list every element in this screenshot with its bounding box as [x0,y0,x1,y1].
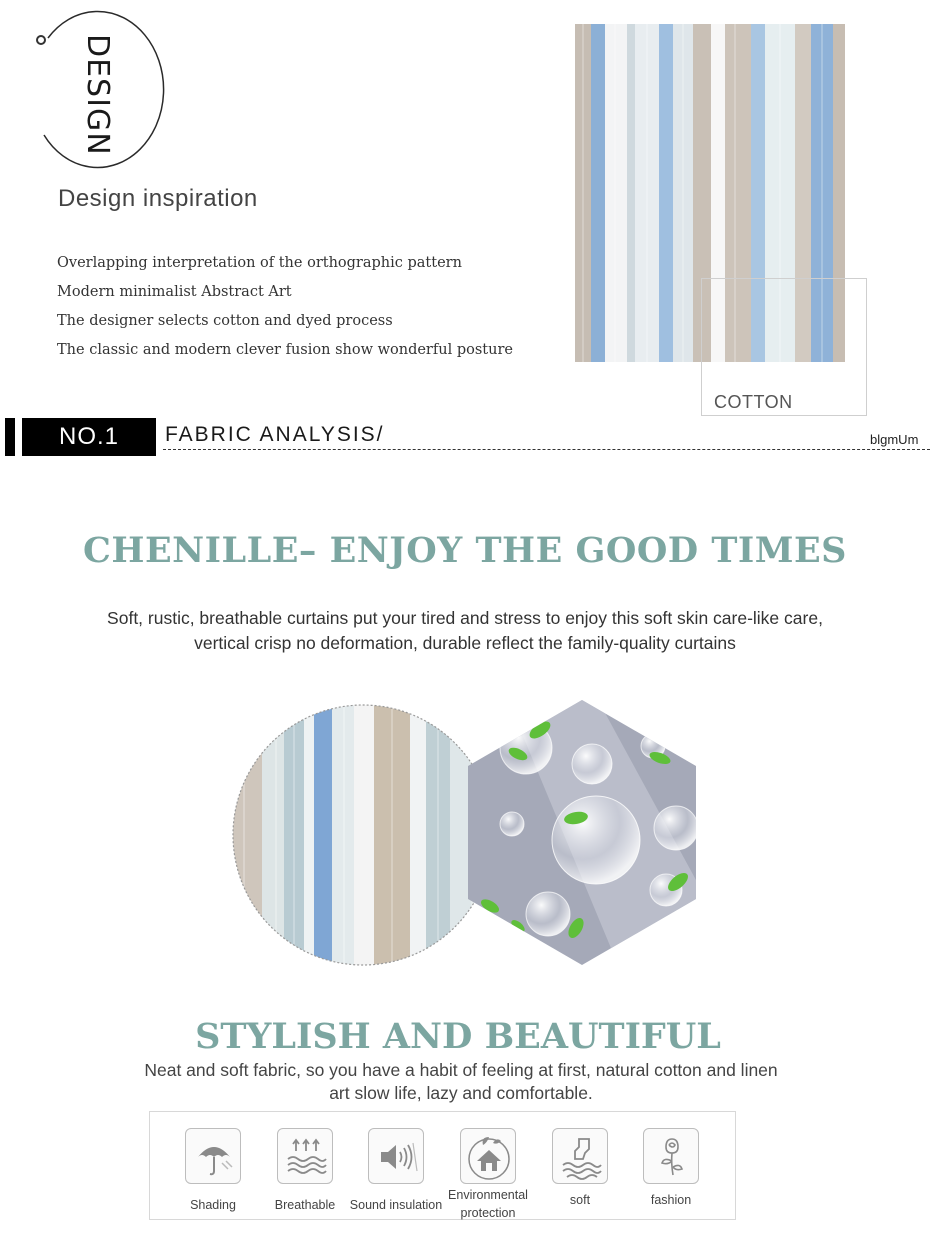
breathable-bubbles-hexagon [468,700,696,965]
inspiration-list [57,253,513,369]
speaker-icon [368,1128,424,1184]
feature-label: Shading [190,1198,236,1212]
section-number: NO.1 [22,418,156,456]
design-inspiration-heading: Design inspiration [58,185,258,212]
inspiration-line: The classic and modern clever fusion show wonderful posture [57,342,513,358]
cotton-label: COTTON [714,392,793,412]
feature-label: Sound insulation [349,1198,443,1212]
feature-label-line: Environmental [448,1188,528,1202]
inspiration-line: Overlapping interpretation of the orthographic pattern [57,255,462,271]
eco-house-icon [460,1128,516,1184]
soft-hand-icon [552,1128,608,1184]
section-title: FABRIC ANALYSIS/ [165,423,385,446]
feature-icons-panel [149,1111,736,1220]
rose-icon [643,1128,699,1184]
inspiration-line: The designer selects cotton and dyed process [57,313,393,329]
chenille-description [0,606,930,656]
feature-label-line: protection [460,1206,516,1220]
chenille-desc-line: Soft, rustic, breathable curtains put your tired and stress to enjoy this soft skin care-like care, [107,608,823,628]
chenille-title: CHENILLE– ENJOY THE GOOD TIMES [83,530,847,571]
feature-label: Breathable [274,1198,336,1212]
section-divider [163,449,930,450]
fabric-closeup-circle [232,704,494,966]
breathable-icon [277,1128,333,1184]
stylish-title: STYLISH AND BEAUTIFUL [195,1016,721,1057]
umbrella-icon [185,1128,241,1184]
stylish-desc-line: Neat and soft fabric, so you have a habit of feeling at first, natural cotton and linen [144,1060,778,1080]
inspiration-line: Modern minimalist Abstract Art [57,284,292,300]
stylish-description [0,1059,922,1105]
section-marker [5,418,15,456]
feature-label: fashion [650,1193,692,1207]
stylish-desc-line: art slow life, lazy and comfortable. [329,1083,593,1103]
chenille-desc-line: vertical crisp no deformation, durable reflect the family-quality curtains [194,633,736,653]
feature-label: soft [569,1193,591,1207]
design-vertical-title: DESIGN [80,34,115,156]
design-dot [36,35,46,45]
watermark-text: blgmUm [870,432,919,447]
